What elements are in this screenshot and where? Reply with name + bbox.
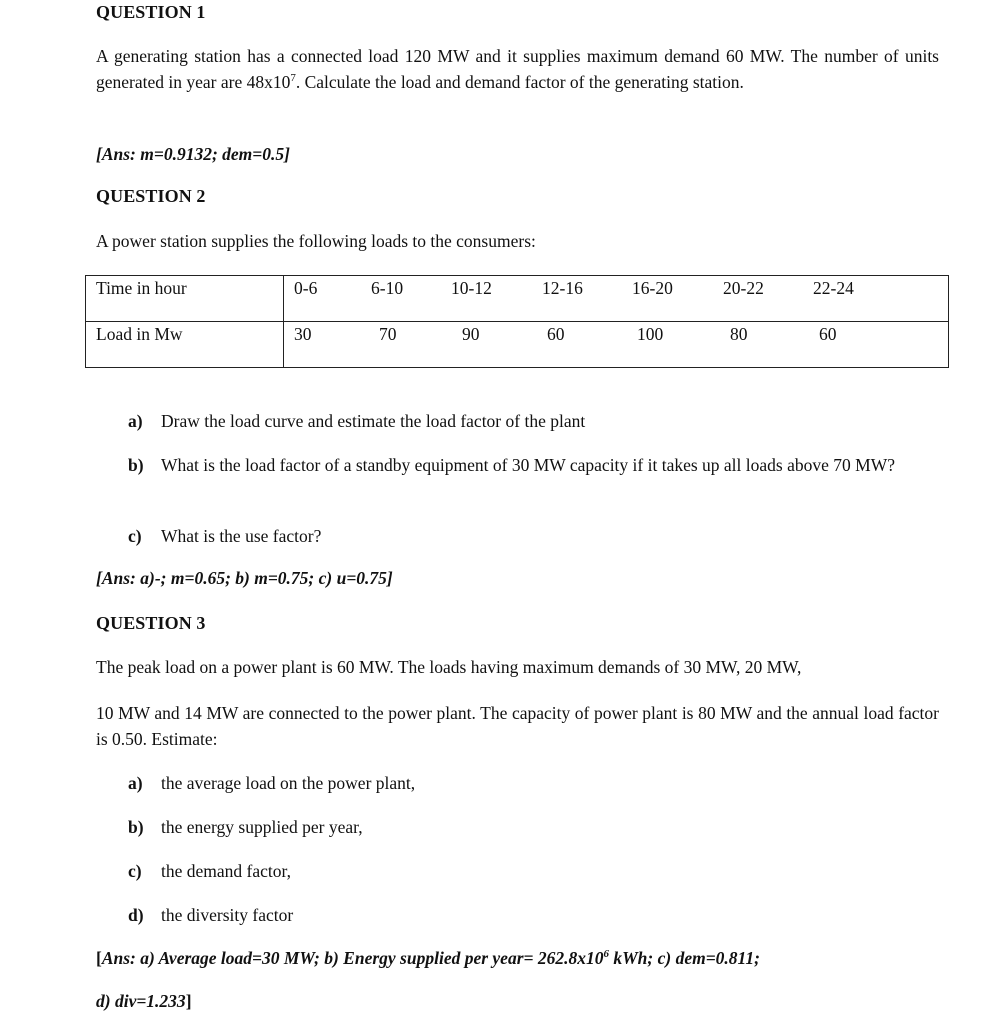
item-text: the energy supplied per year,	[161, 817, 363, 837]
table-row-label-load: Load in Mw	[86, 322, 284, 368]
load-cell: 100	[637, 324, 664, 344]
item-label: c)	[128, 526, 142, 546]
question-3-answer-part-2: kWh; c) dem=0.811;	[608, 948, 760, 968]
table-load-cells	[284, 322, 949, 368]
table-row-label-time: Time in hour	[86, 276, 284, 322]
load-cell: 90	[462, 324, 480, 344]
question-3-item-d	[128, 903, 940, 929]
question-3-item-b	[128, 815, 940, 841]
item-text: the diversity factor	[161, 905, 294, 925]
load-cell: 80	[730, 324, 748, 344]
question-1-text-end: . Calculate the load and demand factor of the generating station.	[295, 71, 744, 92]
question-3-item-a	[128, 771, 940, 797]
time-cell: 6-10	[371, 278, 404, 298]
question-3-line-1: The peak load on a power plant is 60 MW. The loads having maximum demands of 30 MW, 20 MW,	[96, 657, 802, 677]
question-1-answer	[96, 144, 290, 165]
time-cell: 16-20	[632, 278, 673, 298]
question-2-answer	[96, 568, 393, 589]
table-row-time	[86, 276, 949, 322]
table-row-load	[86, 322, 949, 368]
load-table	[85, 275, 949, 368]
question-3-answer-exponent: 6	[603, 948, 609, 961]
question-3-answer-part-1: Ans: a) Average load=30 MW; b) Energy supplied per year= 262.8x10	[101, 948, 604, 968]
question-2-item-c	[128, 524, 940, 550]
load-cell: 60	[547, 324, 565, 344]
load-cell: 70	[379, 324, 397, 344]
question-2-heading: QUESTION 2	[96, 186, 206, 206]
time-cell: 22-24	[813, 278, 854, 298]
load-cell: 30	[294, 324, 312, 344]
question-1-heading: QUESTION 1	[96, 2, 206, 22]
question-2-item-a	[128, 409, 940, 435]
question-2-intro: A power station supplies the following loads to the consumers:	[96, 231, 536, 251]
item-text: the average load on the power plant,	[161, 773, 416, 793]
question-3-answer-line-2-text: d) div=1.233	[96, 991, 186, 1011]
item-text: What is the load factor of a standby equipment of 30 MW capacity if it takes up all loads above 70 MW?	[161, 455, 895, 475]
question-2-item-b	[128, 453, 940, 479]
item-label: c)	[128, 861, 142, 881]
time-cell: 20-22	[723, 278, 764, 298]
question-3-answer-line-2	[96, 991, 192, 1012]
question-3-line-2: 10 MW and 14 MW are connected to the power plant. The capacity of power plant is 80 MW and the annual load factor is 0.50. Estimate:	[96, 703, 939, 749]
table-time-cells	[284, 276, 949, 322]
question-3-item-c	[128, 859, 940, 885]
item-label: a)	[128, 411, 143, 431]
question-3-answer	[96, 948, 760, 969]
answer-close-bracket: ]	[185, 991, 192, 1011]
load-cell: 60	[819, 324, 837, 344]
question-1-answer-text: [Ans: m=0.9132; dem=0.5]	[96, 144, 290, 164]
time-cell: 12-16	[542, 278, 583, 298]
answer-open-bracket: [	[96, 948, 102, 968]
item-label: b)	[128, 455, 144, 475]
item-label: a)	[128, 773, 143, 793]
time-cell: 10-12	[451, 278, 492, 298]
item-text: Draw the load curve and estimate the load factor of the plant	[161, 411, 586, 431]
time-cell: 0-6	[294, 278, 318, 298]
question-2-answer-text: [Ans: a)-; m=0.65; b) m=0.75; c) u=0.75]	[96, 568, 393, 588]
item-label: d)	[128, 905, 144, 925]
item-text: What is the use factor?	[161, 526, 322, 546]
question-1-text	[96, 44, 939, 95]
question-3-heading: QUESTION 3	[96, 613, 206, 633]
question-1-exponent: 7	[290, 71, 296, 84]
item-text: the demand factor,	[161, 861, 292, 881]
item-label: b)	[128, 817, 144, 837]
question-1-text-main: A generating station has a connected load 120 MW and it supplies maximum demand 60 MW. The number of units generated in year are 48x10	[96, 46, 939, 92]
